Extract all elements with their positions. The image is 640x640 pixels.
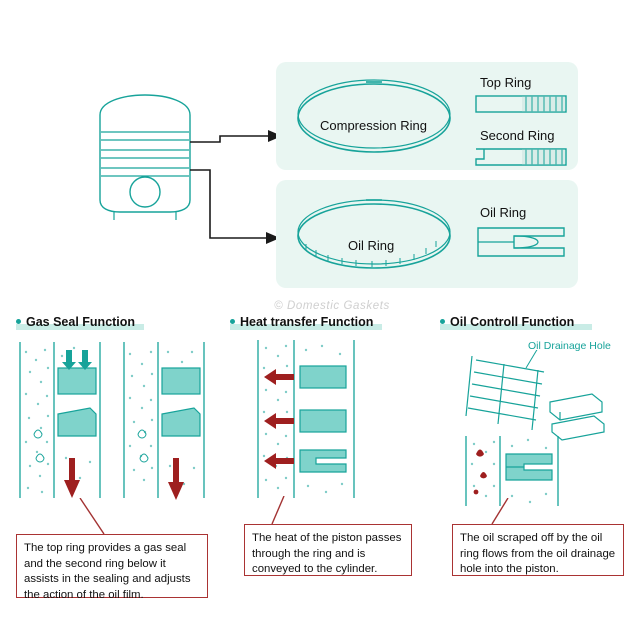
oil-control-illustration xyxy=(452,350,632,510)
heat-transfer-heading-text: Heat transfer Function xyxy=(240,315,374,329)
heat-transfer-illustration xyxy=(250,338,410,506)
heat-transfer-heading xyxy=(230,315,373,329)
second-ring-label: Second Ring xyxy=(480,128,555,143)
top-ring-cross-section xyxy=(474,92,570,118)
oil-ring-cross-section xyxy=(474,222,570,268)
oil-control-caption: The oil scraped off by the oil ring flows from the oil drainage hole into the piston. xyxy=(452,524,624,576)
oil-ring-cross-label: Oil Ring xyxy=(480,205,527,220)
piston-illustration xyxy=(70,70,280,250)
oil-control-heading-text: Oil Controll Function xyxy=(450,315,575,329)
gas-seal-illustration xyxy=(14,338,214,506)
oil-control-callout-pointer xyxy=(486,498,516,526)
heat-transfer-callout-pointer xyxy=(266,496,292,526)
second-ring-cross-section xyxy=(474,145,570,171)
gas-seal-caption: The top ring provides a gas seal and the second ring below it assists in the sealing and adjusts the action of the oil film. xyxy=(16,534,208,598)
gas-seal-heading-text: Gas Seal Function xyxy=(26,315,136,329)
compression-ring-drawing xyxy=(286,72,466,162)
bullet-dot-icon xyxy=(230,319,235,324)
watermark: © Domestic Gaskets xyxy=(274,300,390,312)
top-ring-label: Top Ring xyxy=(480,75,532,90)
compression-ring-label: Compression Ring xyxy=(320,118,427,133)
oil-control-heading xyxy=(440,315,574,329)
oil-drainage-hole-label: Oil Drainage Hole xyxy=(528,340,611,352)
bullet-dot-icon xyxy=(16,319,21,324)
oil-ring-drawing-label: Oil Ring xyxy=(348,238,395,253)
oil-ring-drawing xyxy=(286,192,466,282)
gas-seal-heading xyxy=(16,315,135,329)
bullet-dot-icon xyxy=(440,319,445,324)
heat-transfer-caption: The heat of the piston passes through the ring and is conveyed to the cylinder. xyxy=(244,524,412,576)
gas-seal-callout-pointer xyxy=(76,498,116,538)
